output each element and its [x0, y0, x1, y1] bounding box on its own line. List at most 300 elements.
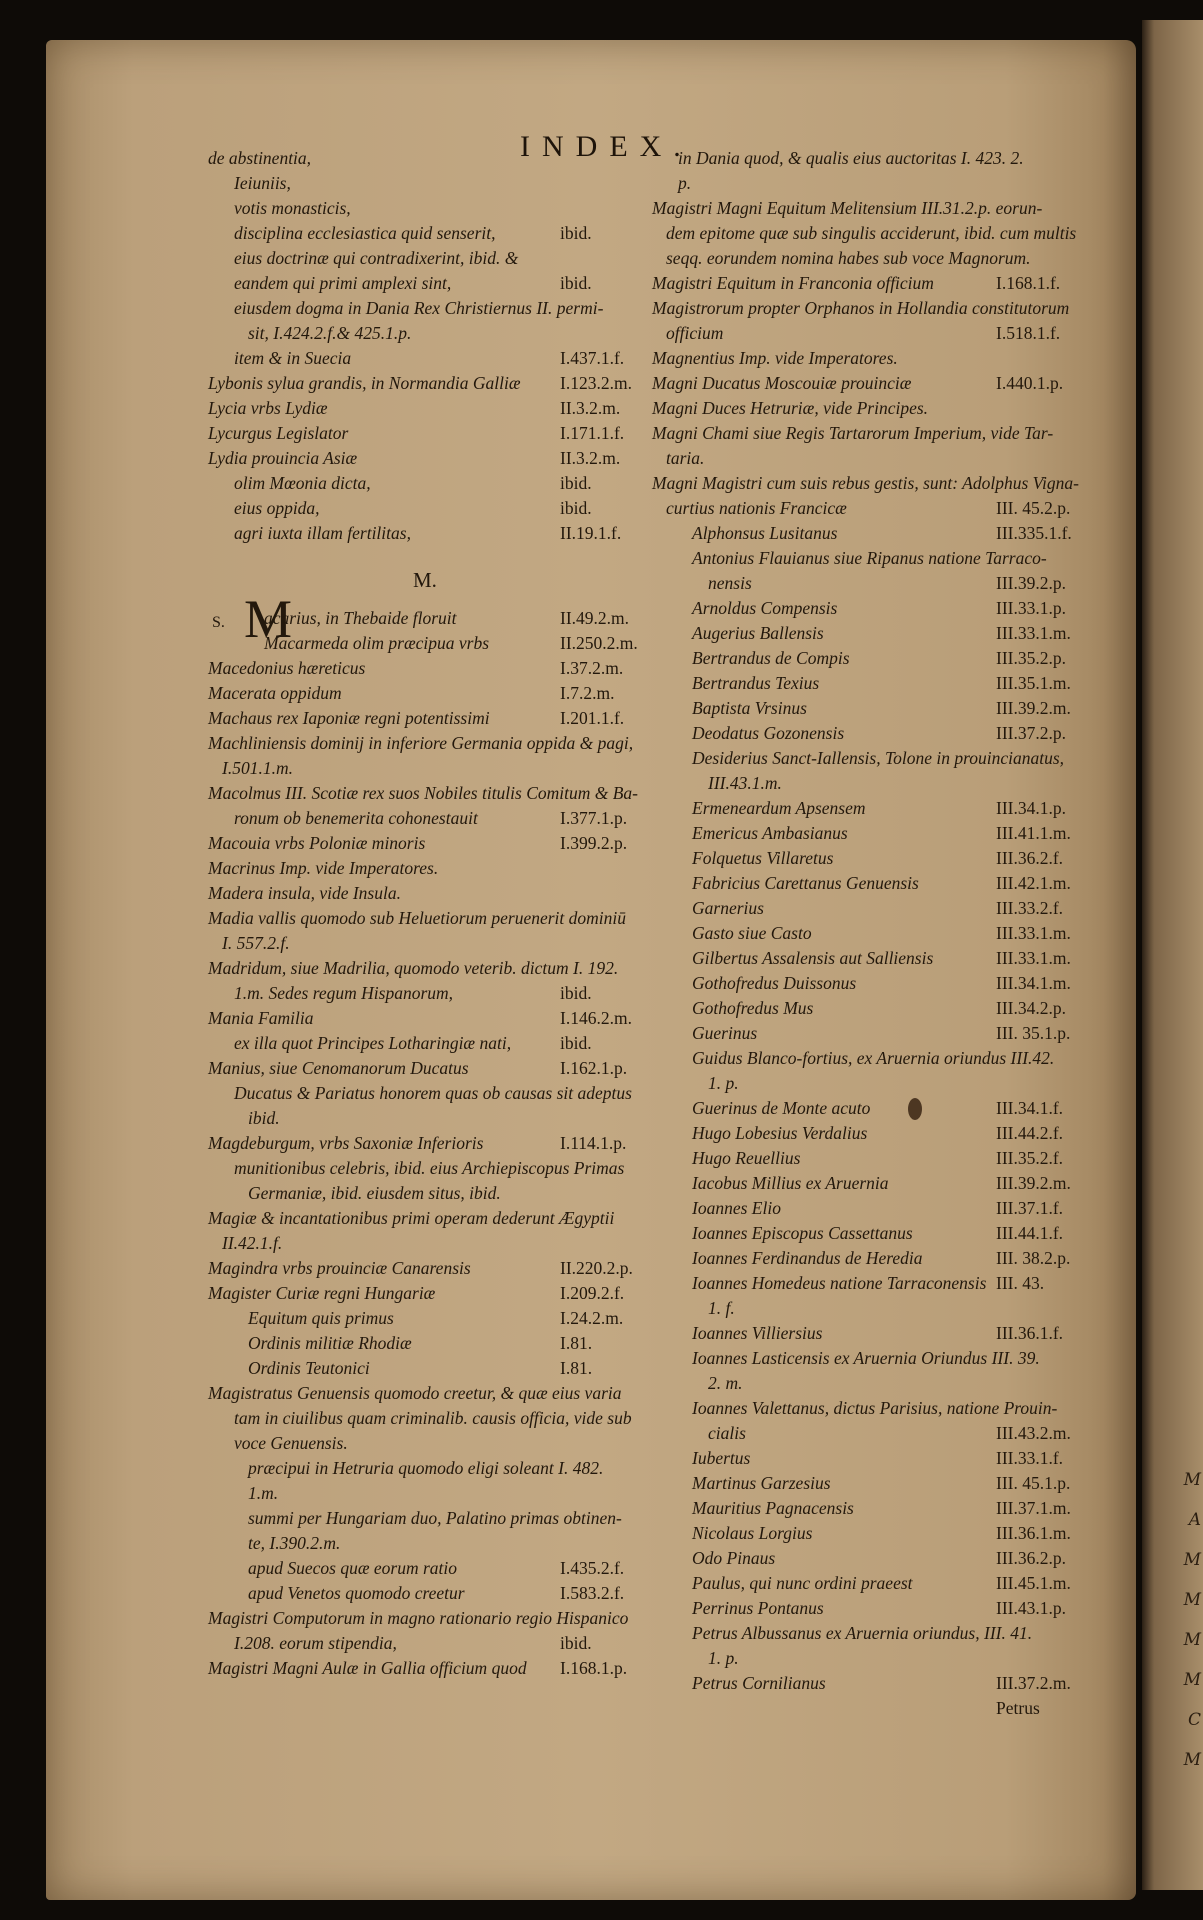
entry-text: Magdeburgum, vrbs Saxoniæ Inferioris	[208, 1133, 484, 1153]
entry-reference: I.123.2.m.	[560, 373, 632, 393]
entry-reference: III.39.2.m.	[996, 698, 1071, 718]
index-entry	[652, 1148, 1112, 1173]
entry-text: eiusdem dogma in Dania Rex Christiernus II. permi-	[234, 298, 604, 318]
entry-reference: III.36.1.f.	[996, 1323, 1064, 1343]
entry-text: Magni Magistri cum suis rebus gestis, sunt: Adolphus Vigna-	[652, 473, 1079, 493]
entry-reference: I.377.1.p.	[560, 808, 628, 828]
entry-text: 1.m.	[248, 1483, 279, 1503]
entry-text: Macouia vrbs Poloniæ minoris	[208, 833, 426, 853]
entry-text: Mauritius Pagnacensis	[692, 1498, 854, 1518]
entry-text: ronum ob benemerita cohonestauit	[234, 808, 478, 828]
index-entry	[208, 1258, 658, 1283]
entry-text: Magiæ & incantationibus primi operam dederunt Ægyptii	[208, 1208, 615, 1228]
index-entry	[652, 1273, 1112, 1298]
entry-reference: I.162.1.p.	[560, 1058, 628, 1078]
index-entry	[652, 898, 1112, 923]
entry-text: Ioannes Homedeus natione Tarraconensis	[692, 1273, 987, 1293]
index-entry	[208, 958, 658, 983]
entry-text: Macolmus III. Scotiæ rex suos Nobiles titulis Comitum & Ba-	[208, 783, 639, 803]
entry-text: Magni Ducatus Moscouiæ prouinciæ	[652, 373, 912, 393]
entry-text: 1. p.	[708, 1648, 739, 1668]
entry-text: Desiderius Sanct-Iallensis, Tolone in prouincianatus,	[692, 748, 1065, 768]
entry-reference: ibid.	[560, 1633, 592, 1653]
entry-reference: I.171.1.f.	[560, 423, 625, 443]
index-entry	[652, 1223, 1112, 1248]
entry-text: I. 557.2.f.	[222, 933, 290, 953]
index-entry	[652, 573, 1112, 598]
entry-text: Magister Curiæ regni Hungariæ	[208, 1283, 436, 1303]
entry-text: Magistri Computorum in magno rationario regio Hispanico	[208, 1608, 629, 1628]
index-entry	[208, 633, 658, 658]
index-entry	[652, 1398, 1112, 1423]
index-entry	[208, 933, 658, 958]
entry-text: sit, I.424.2.f.& 425.1.p.	[248, 323, 412, 343]
entry-text: Ioannes Valettanus, dictus Parisius, natione Prouin-	[692, 1398, 1058, 1418]
entry-text: 1.m. Sedes regum Hispanorum,	[234, 983, 454, 1003]
entry-text: Macrinus Imp. vide Imperatores.	[208, 858, 439, 878]
entry-text: Magistri Equitum in Franconia officium	[652, 273, 934, 293]
entry-text: taria.	[666, 448, 705, 468]
index-entry	[652, 1573, 1112, 1598]
entry-text: Hugo Lobesius Verdalius	[692, 1123, 868, 1143]
index-entry	[208, 1083, 658, 1108]
entry-text: apud Venetos quomodo creetur	[248, 1583, 465, 1603]
index-entry	[208, 498, 658, 523]
entry-reference: III.33.2.f.	[996, 898, 1064, 918]
entry-reference: I.518.1.f.	[996, 323, 1061, 343]
entry-text: Magni Duces Hetruriæ, vide Principes.	[652, 398, 929, 418]
entry-text: Ermeneardum Apsensem	[692, 798, 866, 818]
index-entry	[652, 1098, 1112, 1123]
index-entry	[208, 783, 658, 808]
index-entry	[208, 273, 658, 298]
entry-reference: I.81.	[560, 1358, 593, 1378]
entry-reference: III.37.1.m.	[996, 1498, 1071, 1518]
entry-reference: II.19.1.f.	[560, 523, 622, 543]
entry-text: Antonius Flauianus siue Ripanus natione Tarraco-	[692, 548, 1047, 568]
margin-mark: S.	[212, 614, 225, 631]
index-entry	[652, 1623, 1112, 1648]
index-entry	[208, 1433, 658, 1458]
entry-reference: I.168.1.f.	[996, 273, 1061, 293]
index-entry	[208, 1283, 658, 1308]
index-entry	[652, 848, 1112, 873]
entry-reference: I.583.2.f.	[560, 1583, 625, 1603]
next-page-fragment: M	[1183, 1670, 1201, 1690]
entry-text: Guidus Blanco-fortius, ex Aruernia oriundus III.42.	[692, 1048, 1055, 1068]
next-page-fragment: M	[1183, 1750, 1201, 1770]
index-entry	[652, 273, 1112, 298]
entry-text: I.501.1.m.	[222, 758, 293, 778]
entry-reference: III.44.2.f.	[996, 1123, 1064, 1143]
index-entry	[208, 1358, 658, 1383]
entry-text: Arnoldus Compensis	[692, 598, 838, 618]
entry-text: Germaniæ, ibid. eiusdem situs, ibid.	[248, 1183, 501, 1203]
entry-text: summi per Hungariam duo, Palatino primas obtinen-	[248, 1508, 622, 1528]
entry-reference: I.440.1.p.	[996, 373, 1064, 393]
entry-text: eius oppida,	[234, 498, 320, 518]
index-entry	[208, 423, 658, 448]
index-entry	[208, 1333, 658, 1358]
index-entry	[208, 1408, 658, 1433]
next-page-edge	[1142, 20, 1203, 1890]
entry-text: Ordinis militiæ Rhodiæ	[248, 1333, 412, 1353]
entry-text: Mania Familia	[208, 1008, 314, 1028]
next-page-fragment: C	[1187, 1710, 1201, 1730]
entry-text: Ioannes Lasticensis ex Aruernia Oriundus III. 39.	[692, 1348, 1040, 1368]
next-page-fragment: M	[1183, 1590, 1201, 1610]
index-entry	[208, 1308, 658, 1333]
entry-reference: I.114.1.p.	[560, 1133, 627, 1153]
entry-reference: III.43.1.p.	[996, 1598, 1066, 1618]
entry-text: agri iuxta illam fertilitas,	[234, 523, 411, 543]
entry-reference: I.24.2.m.	[560, 1308, 624, 1328]
entry-text: Gilbertus Assalensis aut Salliensis	[692, 948, 934, 968]
entry-reference: II.220.2.p.	[560, 1258, 633, 1278]
index-entry	[208, 1458, 658, 1483]
entry-text: voce Genuensis.	[234, 1433, 348, 1453]
entry-text: te, I.390.2.m.	[248, 1533, 341, 1553]
entry-reference: III.36.2.p.	[996, 1548, 1066, 1568]
index-entry	[652, 423, 1112, 448]
entry-text: votis monasticis,	[234, 198, 351, 218]
entry-text: Alphonsus Lusitanus	[692, 523, 838, 543]
entry-reference: III.39.2.p.	[996, 573, 1066, 593]
entry-reference: III. 45.2.p.	[996, 498, 1071, 518]
entry-text: Ordinis Teutonici	[248, 1358, 370, 1378]
index-entry	[652, 998, 1112, 1023]
index-entry	[652, 548, 1112, 573]
index-entry	[208, 1108, 658, 1133]
index-entry	[208, 523, 658, 548]
entry-text: acarius, in Thebaide floruit	[264, 608, 457, 628]
entry-text: Ioannes Episcopus Cassettanus	[692, 1223, 913, 1243]
entry-reference: I.146.2.m.	[560, 1008, 632, 1028]
entry-reference: ibid.	[560, 498, 592, 518]
entry-text: Nicolaus Lorgius	[692, 1523, 813, 1543]
index-entry	[652, 798, 1112, 823]
entry-reference: I.81.	[560, 1333, 593, 1353]
index-entry	[208, 1058, 658, 1083]
index-entry	[652, 1548, 1112, 1573]
index-entry	[652, 973, 1112, 998]
entry-reference: III.45.1.m.	[996, 1573, 1071, 1593]
entry-reference: III.37.1.f.	[996, 1198, 1064, 1218]
entry-text: Fabricius Carettanus Genuensis	[692, 873, 919, 893]
entry-text: Madia vallis quomodo sub Heluetiorum peruenerit dominiū	[208, 908, 627, 928]
entry-reference: I.435.2.f.	[560, 1558, 625, 1578]
entry-text: nensis	[708, 573, 752, 593]
index-entry	[208, 1608, 658, 1633]
entry-text: Machliniensis dominij in inferiore Germania oppida & pagi,	[208, 733, 634, 753]
index-entry	[208, 658, 658, 683]
entry-reference: Petrus	[996, 1698, 1040, 1718]
index-entry	[208, 1633, 658, 1658]
entry-text: item & in Suecia	[234, 348, 352, 368]
entry-reference: III.44.1.f.	[996, 1223, 1064, 1243]
index-entry	[208, 858, 658, 883]
entry-reference: I.168.1.p.	[560, 1658, 628, 1678]
entry-text: in Dania quod, & qualis eius auctoritas I. 423. 2.	[678, 148, 1024, 168]
entry-text: Martinus Garzesius	[692, 1473, 831, 1493]
entry-text: eandem qui primi amplexi sint,	[234, 273, 452, 293]
entry-text: Magnentius Imp. vide Imperatores.	[652, 348, 898, 368]
index-entry	[652, 148, 1112, 173]
index-entry	[208, 398, 658, 423]
next-page-fragment: M	[1183, 1550, 1201, 1570]
entry-reference: II.3.2.m.	[560, 398, 621, 418]
index-entry	[652, 1473, 1112, 1498]
entry-reference: II.250.2.m.	[560, 633, 638, 653]
index-entry	[208, 1483, 658, 1508]
entry-text: de abstinentia,	[208, 148, 312, 168]
index-entry	[208, 198, 658, 223]
entry-text: Garnerius	[692, 898, 764, 918]
index-entry	[208, 223, 658, 248]
index-entry	[652, 1348, 1112, 1373]
entry-text: Magistratus Genuensis quomodo creetur, & quæ eius varia	[208, 1383, 622, 1403]
entry-text: Ieiuniis,	[234, 173, 291, 193]
index-entry	[208, 148, 658, 173]
index-entry	[208, 733, 658, 758]
index-entry	[208, 883, 658, 908]
entry-text: Lycia vrbs Lydiæ	[208, 398, 328, 418]
entry-text: Bertrandus de Compis	[692, 648, 850, 668]
entry-text: Lybonis sylua grandis, in Normandia Galliæ	[208, 373, 521, 393]
index-entry	[208, 1158, 658, 1183]
entry-text: Hugo Reuellius	[692, 1148, 801, 1168]
index-entry	[652, 1323, 1112, 1348]
index-entry	[208, 298, 658, 323]
entry-text: ibid.	[248, 1108, 280, 1128]
index-entry	[208, 1183, 658, 1208]
entry-text: cialis	[708, 1423, 746, 1443]
next-page-fragment: M	[1183, 1470, 1201, 1490]
index-entry	[652, 623, 1112, 648]
entry-reference: I.437.1.f.	[560, 348, 625, 368]
entry-text: Lydia prouincia Asiæ	[208, 448, 358, 468]
index-entry	[208, 323, 658, 348]
right-index-column	[652, 148, 1112, 1723]
drop-capital: M	[244, 589, 293, 649]
index-entry	[652, 1173, 1112, 1198]
entry-text: Gasto siue Casto	[692, 923, 812, 943]
index-entry	[208, 808, 658, 833]
index-entry	[208, 708, 658, 733]
index-entry	[652, 1248, 1112, 1273]
entry-reference: II.3.2.m.	[560, 448, 621, 468]
entry-text: Macerata oppidum	[208, 683, 342, 703]
entry-text: Equitum quis primus	[248, 1308, 394, 1328]
entry-reference: III.34.2.p.	[996, 998, 1066, 1018]
entry-reference: III.42.1.m.	[996, 873, 1071, 893]
entry-reference: III.37.2.p.	[996, 723, 1066, 743]
entry-reference: III.33.1.m.	[996, 948, 1071, 968]
entry-text: Machaus rex Iaponiæ regni potentissimi	[208, 708, 490, 728]
entry-text: Macedonius hæreticus	[208, 658, 366, 678]
index-entry	[208, 248, 658, 273]
entry-text: Petrus Cornilianus	[692, 1673, 826, 1693]
entry-text: Augerius Ballensis	[692, 623, 824, 643]
entry-text: curtius nationis Francicæ	[666, 498, 847, 518]
entry-reference: III.35.2.f.	[996, 1148, 1064, 1168]
entry-text: Madera insula, vide Insula.	[208, 883, 401, 903]
entry-text: Guerinus de Monte acuto	[692, 1098, 871, 1118]
entry-text: eius doctrinæ qui contradixerint, ibid. &	[234, 248, 519, 268]
index-entry	[652, 348, 1112, 373]
entry-text: Baptista Vrsinus	[692, 698, 807, 718]
index-entry	[652, 473, 1112, 498]
entry-reference: I.37.2.m.	[560, 658, 624, 678]
entry-reference: I.209.2.f.	[560, 1283, 625, 1303]
entry-text: II.42.1.f.	[222, 1233, 283, 1253]
index-entry	[652, 1048, 1112, 1073]
entry-reference: III.34.1.p.	[996, 798, 1066, 818]
index-entry	[652, 1198, 1112, 1223]
index-entry	[652, 1073, 1112, 1098]
index-entry	[208, 448, 658, 473]
index-entry	[208, 1208, 658, 1233]
entry-text: Paulus, qui nunc ordini praeest	[692, 1573, 913, 1593]
index-entry	[208, 908, 658, 933]
index-entry	[208, 1533, 658, 1558]
entry-text: ex illa quot Principes Lotharingiæ nati,	[234, 1033, 512, 1053]
entry-reference: III.33.1.m.	[996, 923, 1071, 943]
entry-text: M.	[413, 568, 437, 592]
entry-text: Ducatus & Pariatus honorem quas ob causas sit adeptus	[234, 1083, 632, 1103]
entry-reference: III.43.2.m.	[996, 1423, 1071, 1443]
index-entry	[652, 1598, 1112, 1623]
index-entry	[652, 398, 1112, 423]
entry-reference: ibid.	[560, 473, 592, 493]
entry-reference: III.33.1.m.	[996, 623, 1071, 643]
index-entry	[652, 873, 1112, 898]
index-entry	[652, 173, 1112, 198]
entry-reference: I.399.2.p.	[560, 833, 628, 853]
entry-text: Guerinus	[692, 1023, 758, 1043]
left-index-column	[208, 148, 658, 1683]
entry-text: Magni Chami siue Regis Tartarorum Imperium, vide Tar-	[652, 423, 1054, 443]
index-entry	[208, 1133, 658, 1158]
index-entry	[208, 1233, 658, 1258]
index-entry	[652, 323, 1112, 348]
index-entry	[652, 923, 1112, 948]
index-entry	[208, 833, 658, 858]
index-entry	[652, 448, 1112, 473]
index-entry	[652, 1373, 1112, 1398]
entry-reference: III.36.2.f.	[996, 848, 1064, 868]
index-entry	[652, 673, 1112, 698]
entry-reference: III. 45.1.p.	[996, 1473, 1071, 1493]
index-entry	[208, 373, 658, 398]
entry-reference: III. 35.1.p.	[996, 1023, 1071, 1043]
entry-text: Iacobus Millius ex Aruernia	[692, 1173, 889, 1193]
index-entry	[652, 223, 1112, 248]
index-entry	[652, 1523, 1112, 1548]
entry-reference: III.33.1.p.	[996, 598, 1066, 618]
entry-reference: III.39.2.m.	[996, 1173, 1071, 1193]
entry-text: officium	[666, 323, 724, 343]
entry-text: Bertrandus Texius	[692, 673, 820, 693]
entry-text: Deodatus Gozonensis	[692, 723, 845, 743]
index-entry	[652, 1648, 1112, 1673]
entry-reference: III. 43.	[996, 1273, 1045, 1293]
entry-text: Macarmeda olim præcipua vrbs	[264, 633, 490, 653]
index-entry	[652, 298, 1112, 323]
index-entry	[652, 1673, 1112, 1698]
page-heading: INDEX.	[520, 130, 693, 163]
entry-text: Ioannes Ferdinandus de Heredia	[692, 1248, 923, 1268]
index-entry	[652, 698, 1112, 723]
entry-text: Iubertus	[692, 1448, 751, 1468]
index-entry	[652, 498, 1112, 523]
entry-reference: III.41.1.m.	[996, 823, 1071, 843]
entry-text: seqq. eorundem nomina habes sub voce Magnorum.	[666, 248, 1031, 268]
index-entry	[652, 598, 1112, 623]
entry-reference: ibid.	[560, 223, 592, 243]
entry-reference: III.34.1.f.	[996, 1098, 1064, 1118]
index-entry	[652, 373, 1112, 398]
index-entry	[652, 523, 1112, 548]
index-entry	[208, 348, 658, 373]
next-page-fragment: A	[1188, 1510, 1201, 1530]
index-entry	[208, 473, 658, 498]
entry-reference: III.35.2.p.	[996, 648, 1066, 668]
index-entry	[652, 1448, 1112, 1473]
entry-text: 2. m.	[708, 1373, 743, 1393]
index-entry	[208, 1658, 658, 1683]
index-entry	[208, 1008, 658, 1033]
index-entry	[652, 198, 1112, 223]
entry-text: Odo Pinaus	[692, 1548, 776, 1568]
entry-text: Emericus Ambasianus	[692, 823, 848, 843]
index-entry	[208, 1383, 658, 1408]
entry-text: Magistri Magni Aulæ in Gallia officium quod	[208, 1658, 527, 1678]
index-entry	[652, 723, 1112, 748]
entry-text: præcipui in Hetruria quomodo eligi soleant I. 482.	[248, 1458, 604, 1478]
index-entry	[208, 1558, 658, 1583]
entry-reference: ibid.	[560, 983, 592, 1003]
entry-reference: I.201.1.f.	[560, 708, 625, 728]
index-entry	[208, 1583, 658, 1608]
entry-text: Petrus Albussanus ex Aruernia oriundus, III. 41.	[692, 1623, 1033, 1643]
entry-reference: ibid.	[560, 1033, 592, 1053]
entry-text: munitionibus celebris, ibid. eius Archiepiscopus Primas	[234, 1158, 625, 1178]
index-entry	[652, 1023, 1112, 1048]
entry-reference: II.49.2.m.	[560, 608, 630, 628]
entry-text: Lycurgus Legislator	[208, 423, 349, 443]
index-entry	[652, 1423, 1112, 1448]
index-entry	[208, 758, 658, 783]
entry-text: 1. p.	[708, 1073, 739, 1093]
index-entry	[652, 823, 1112, 848]
entry-text: 1. f.	[708, 1298, 735, 1318]
index-entry	[652, 248, 1112, 273]
index-entry	[652, 1298, 1112, 1323]
entry-reference: III.36.1.m.	[996, 1523, 1071, 1543]
entry-reference: III.33.1.f.	[996, 1448, 1064, 1468]
entry-text: p.	[678, 173, 692, 193]
entry-text: dem epitome quæ sub singulis acciderunt, ibid. cum multis	[666, 223, 1077, 243]
entry-text: Perrinus Pontanus	[692, 1598, 824, 1618]
entry-text: Magindra vrbs prouinciæ Canarensis	[208, 1258, 471, 1278]
entry-reference: III.34.1.m.	[996, 973, 1071, 993]
entry-text: III.43.1.m.	[708, 773, 782, 793]
entry-reference: I.7.2.m.	[560, 683, 615, 703]
entry-reference: III.35.1.m.	[996, 673, 1071, 693]
index-entry	[208, 1033, 658, 1058]
index-entry	[208, 173, 658, 198]
